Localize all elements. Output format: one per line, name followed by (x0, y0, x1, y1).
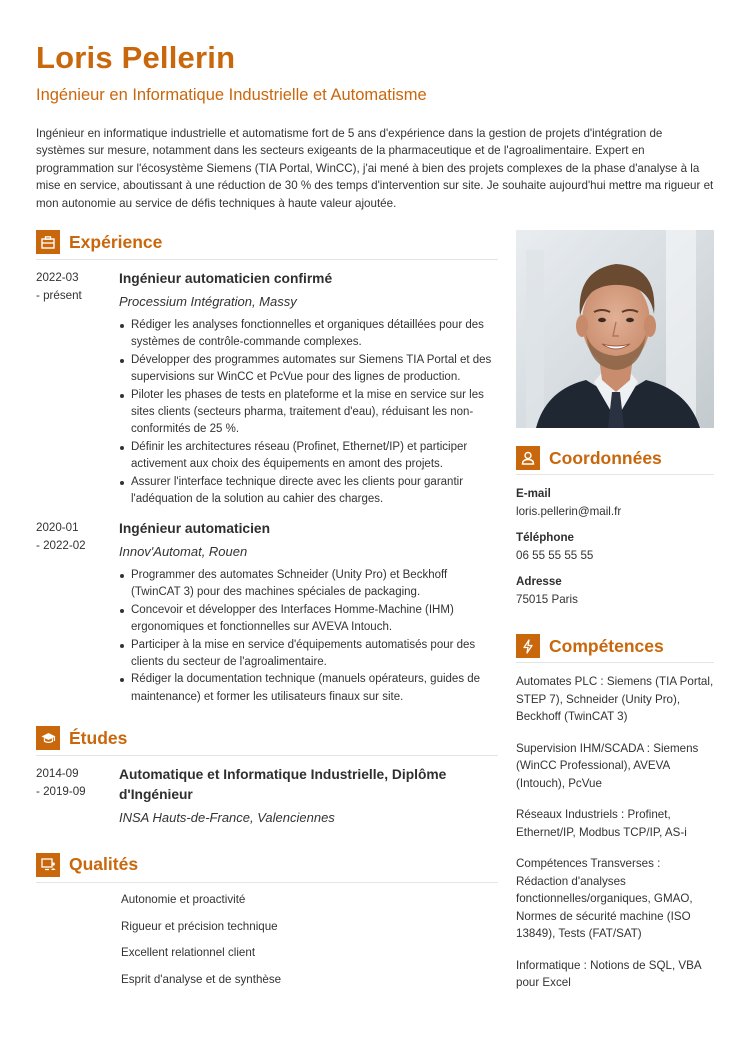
graduation-cap-icon (36, 726, 60, 750)
skills-section-header (516, 634, 714, 663)
experience-bullets (119, 567, 498, 706)
skill-item: Compétences Transverses : Rédaction d'analyses fonctionnelles/organiques, GMAO, Normes de sécurité machine (ISO 13849), Tests (FAT/SAT) (516, 857, 693, 940)
skills-heading: Compétences (549, 635, 664, 656)
monitor-user-icon (36, 853, 60, 877)
date-end: - 2019-09 (36, 784, 86, 798)
skill-item: Réseaux Industriels : Profinet, Ethernet/IP, Modbus TCP/IP, AS-i (516, 808, 687, 839)
address-value: 75015 Paris (516, 593, 578, 607)
bullet-item: Développer des programmes automates sur Siemens TIA Portal et des supervisions sur WinCC et PcVue pour des lignes de production. (119, 352, 498, 387)
experience-bullets (119, 317, 498, 508)
bullet-item: Participer à la mise en service d'équipements automatisés pour des clients du secteur de l'agroalimentaire. (119, 637, 498, 672)
experience-role: Ingénieur automaticien confirmé (119, 271, 333, 286)
qualities-list (121, 891, 281, 998)
contact-heading: Coordonnées (549, 447, 662, 468)
date-start: 2014-09 (36, 767, 79, 780)
job-title: Ingénieur en Informatique Industrielle et Automatisme (36, 86, 427, 104)
quality-item: Autonomie et proactivité (121, 893, 246, 906)
phone-label: Téléphone (516, 531, 574, 544)
bullet-item: Définir les architectures réseau (Profinet, Ethernet/IP) et participer activement aux choix des équipements en amont des projets. (119, 439, 498, 474)
profile-summary: Ingénieur en informatique industrielle et automatisme fort de 5 ans d'expérience dans la gestion de projets d'intégration de systèmes sur mesure, notamment dans les secteurs exigeants de la pharmaceutique et de l'agroalimentaire. Expert en programmation sur l'écosystème Siemens (TIA Portal, WinCC), j'ai mené à bien des projets complexes de la phase d'analyse à la mise en service, aboutissant à une réduction de 30 % des temps d'intervention sur site. Je souhaite aujourd'hui mettre ma rigueur et mon autonomie au service de défis techniques à haute valeur ajoutée. (36, 127, 714, 210)
lightning-icon (516, 634, 540, 658)
experience-section-header (36, 230, 498, 260)
candidate-name: Loris Pellerin (36, 40, 236, 75)
experience-company: Innov'Automat, Rouen (119, 544, 248, 559)
education-date (36, 765, 116, 800)
date-end: - 2022-02 (36, 538, 86, 552)
quality-item: Rigueur et précision technique (121, 919, 278, 933)
education-school: INSA Hauts-de-France, Valenciennes (119, 810, 335, 825)
bullet-item: Rédiger la documentation technique (manuels opérateurs, guides de maintenance) et former les utilisateurs finaux sur site. (119, 671, 498, 706)
date-start: 2022-03 (36, 271, 79, 284)
skill-item: Supervision IHM/SCADA : Siemens (WinCC Professional), AVEVA (Intouch), PcVue (516, 741, 699, 790)
profile-photo (516, 230, 714, 428)
email-value[interactable]: loris.pellerin@mail.fr (516, 505, 622, 519)
person-icon (516, 446, 540, 470)
date-end: - présent (36, 288, 82, 302)
bullet-item: Programmer des automates Schneider (Unity Pro) et Beckhoff (TwinCAT 3) pour des machines spéciales de packaging. (119, 567, 498, 602)
contact-email (516, 485, 621, 521)
experience-heading: Expérience (69, 231, 163, 252)
quality-item: Excellent relationnel client (121, 946, 256, 960)
qualities-heading: Qualités (69, 854, 139, 874)
date-start: 2020-01 (36, 521, 79, 534)
skills-list (516, 673, 714, 1006)
education-degree: Automatique et Informatique Industrielle, Diplôme d'Ingénieur (119, 767, 447, 802)
skill-item: Informatique : Notions de SQL, VBA pour Excel (516, 958, 701, 989)
education-heading: Études (69, 727, 128, 748)
contact-address (516, 573, 578, 609)
bullet-item: Concevoir et développer des Interfaces Homme-Machine (IHM) ergonomiques et fonctionnelles sur AVEVA Intouch. (119, 602, 498, 637)
experience-date (36, 269, 116, 304)
skill-item: Automates PLC : Siemens (TIA Portal, STEP 7), Schneider (Unity Pro), Beckhoff (TwinCAT 3) (516, 675, 714, 723)
contact-phone (516, 529, 593, 565)
education-section-header (36, 726, 498, 756)
email-label: E-mail (516, 487, 551, 500)
bullet-item: Rédiger les analyses fonctionnelles et organiques détaillées pour des systèmes de contrôle-commande complexes. (119, 317, 498, 352)
briefcase-icon (36, 230, 60, 254)
contact-section-header (516, 446, 714, 475)
address-label: Adresse (516, 575, 562, 588)
phone-value[interactable]: 06 55 55 55 55 (516, 549, 594, 563)
experience-company: Processium Intégration, Massy (119, 294, 297, 309)
quality-item: Esprit d'analyse et de synthèse (121, 973, 282, 987)
qualities-section-header (36, 852, 498, 883)
experience-role: Ingénieur automaticien (119, 521, 271, 536)
bullet-item: Piloter les phases de tests en plateforme et la mise en service sur les sites clients (secteurs pharma, traitement d'eau), réduisant les non-conformités de 25 %. (119, 387, 498, 439)
bullet-item: Assurer l'interface technique directe avec les clients pour garantir l'adéquation de la solution au cahier des charges. (119, 474, 498, 509)
experience-date (36, 519, 116, 554)
